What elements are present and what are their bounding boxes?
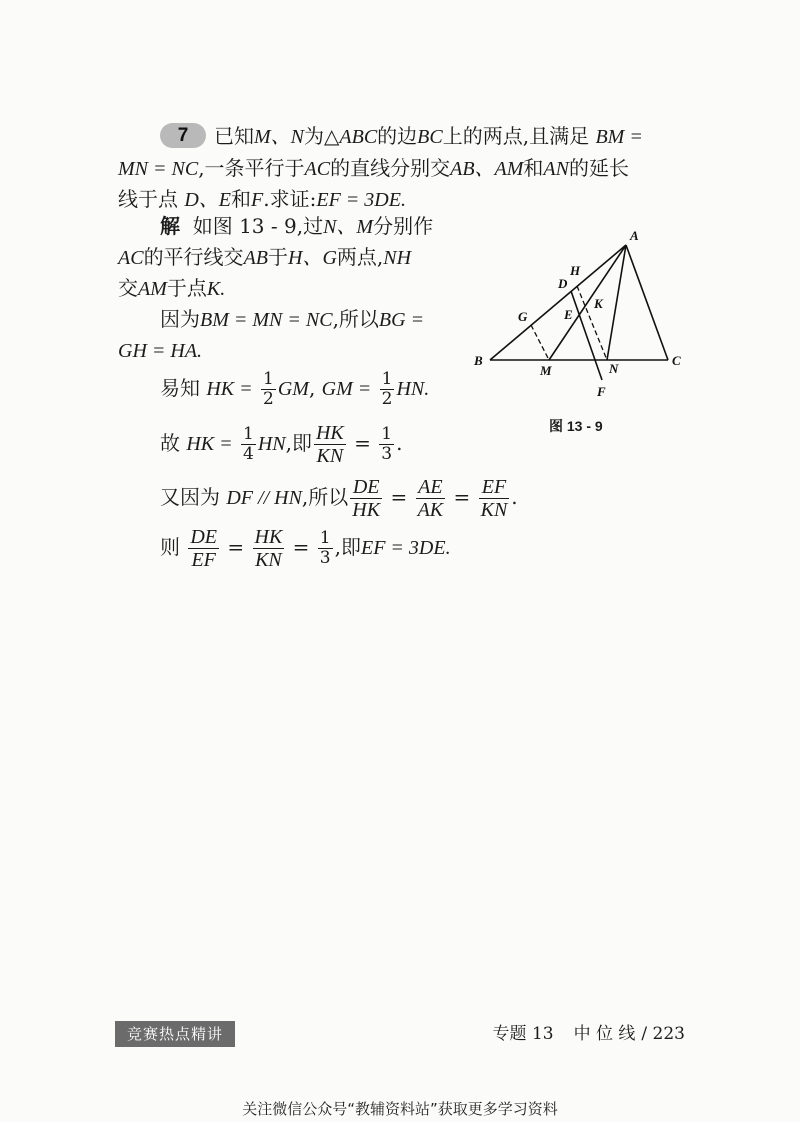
text: 的平行线交 <box>143 245 244 269</box>
text: 的边 <box>377 124 418 148</box>
label-A: A <box>630 228 639 243</box>
label-G: G <box>518 309 528 324</box>
segment-AC <box>626 245 668 360</box>
text: = <box>292 535 310 559</box>
text: AC <box>304 158 331 180</box>
label-C: C <box>672 353 681 368</box>
text: HN. <box>396 378 430 400</box>
watermark-text: 关注微信公众号“教辅资料站”获取更多学习资料 <box>242 1100 558 1118</box>
denominator: 2 <box>381 389 393 409</box>
text: 故 <box>160 431 180 455</box>
numerator: 1 <box>381 424 393 444</box>
text: 的直线分别交 <box>330 156 451 180</box>
denominator: KN <box>255 549 282 571</box>
text: 因为 <box>160 307 200 331</box>
label-D: D <box>558 276 568 291</box>
geometry-figure <box>468 222 688 412</box>
topic-title: 中 位 线 <box>573 1024 636 1044</box>
text: EF = 3DE. <box>360 537 451 559</box>
numerator: 1 <box>319 528 331 548</box>
text: 分别作 <box>373 214 434 238</box>
page-number: / 223 <box>641 1024 685 1044</box>
fraction <box>253 526 285 571</box>
text: 于点 <box>166 276 207 300</box>
fraction <box>479 476 510 521</box>
denominator: 3 <box>319 548 331 568</box>
text: HK = <box>206 378 253 400</box>
fraction <box>314 422 346 467</box>
text: = <box>227 535 245 559</box>
text: ,所以 <box>332 307 379 331</box>
topic-number: 专题 13 <box>492 1024 554 1044</box>
label-E: E <box>564 307 573 322</box>
text: 又因为 <box>160 485 220 509</box>
text: D、E <box>184 189 232 211</box>
segment-AN <box>607 245 626 360</box>
equation-3 <box>160 475 518 521</box>
text: 于 <box>268 245 288 269</box>
numerator: 1 <box>243 424 254 444</box>
text: EF = 3DE. <box>316 189 406 211</box>
numerator: HK <box>315 422 344 444</box>
equation-2 <box>160 421 402 467</box>
text: 的延长 <box>568 156 629 180</box>
text: GM = <box>321 378 372 400</box>
numerator: AE <box>416 476 446 499</box>
denominator: KN <box>480 499 508 521</box>
label-M: M <box>540 363 552 378</box>
fraction <box>380 370 395 409</box>
text: , <box>308 376 316 400</box>
text: . <box>396 431 403 455</box>
label-K: K <box>594 296 603 311</box>
text: AB、AM <box>450 158 524 180</box>
fraction <box>350 476 382 521</box>
text: HN <box>257 433 286 455</box>
solution-line-4 <box>160 304 424 335</box>
denominator: KN <box>316 445 344 467</box>
denominator: AK <box>417 499 444 521</box>
text: K. <box>206 278 226 300</box>
text: HK = <box>186 433 233 455</box>
segment-AM <box>549 245 626 360</box>
text: NH <box>383 247 412 269</box>
denominator: EF <box>191 549 216 571</box>
text: M、N <box>254 126 304 148</box>
running-footer <box>487 1021 685 1047</box>
text: 两点, <box>336 245 384 269</box>
text: DF // HN <box>226 487 302 509</box>
text: GH = HA. <box>118 340 203 362</box>
label-N: N <box>609 361 619 376</box>
text: BM = <box>595 126 643 148</box>
numerator: 1 <box>381 369 393 389</box>
denominator: 2 <box>263 389 274 409</box>
text: GM <box>277 378 309 400</box>
figure-caption: 图 13 - 9 <box>549 418 603 434</box>
text: AN <box>543 158 569 180</box>
text: 已知 <box>214 124 254 148</box>
text: ,所以 <box>301 485 349 509</box>
denominator: 3 <box>381 444 393 464</box>
numerator: DE <box>350 476 382 499</box>
text: ,即 <box>334 535 361 559</box>
text: .求证: <box>263 187 317 211</box>
text: 交 <box>118 276 138 300</box>
text: ABC <box>339 126 378 148</box>
text: . <box>511 485 518 509</box>
fraction <box>318 529 333 568</box>
text: 上的两点,且满足 <box>442 124 590 148</box>
fraction <box>261 370 276 409</box>
solution-line-1 <box>160 211 433 242</box>
problem-line-2 <box>118 153 629 184</box>
fraction <box>241 425 256 464</box>
segment-GM-dashed <box>531 325 549 360</box>
text: 如图 13 - 9,过 <box>192 214 324 238</box>
label-F: F <box>597 384 606 399</box>
text: 和 <box>523 156 544 180</box>
fraction <box>379 425 394 464</box>
text: = <box>354 431 371 455</box>
text: 为△ <box>304 124 340 148</box>
solution-label: 解 <box>160 214 180 238</box>
numerator: EF <box>479 476 510 499</box>
text: H、G <box>288 247 337 269</box>
solution-line-3 <box>118 273 225 304</box>
label-B: B <box>474 353 483 368</box>
equation-1 <box>160 366 429 411</box>
text: 易知 <box>160 376 200 400</box>
denominator: HK <box>352 499 381 521</box>
section-tag: 竞赛热点精讲 <box>115 1021 235 1047</box>
denominator: 4 <box>243 444 254 464</box>
text: 则 <box>160 535 180 559</box>
text: AB <box>243 247 268 269</box>
numerator: 1 <box>263 369 274 389</box>
problem-number-badge: 7 <box>160 123 206 148</box>
text: BM = MN = NC <box>200 309 333 331</box>
numerator: DE <box>190 526 218 548</box>
text: N、M <box>323 216 374 238</box>
fraction <box>188 526 219 571</box>
text: AM <box>138 278 167 300</box>
text: MN = NC <box>118 158 199 180</box>
text: = <box>453 485 471 509</box>
solution-line-2 <box>118 242 411 273</box>
text: BG = <box>378 309 425 331</box>
numerator: HK <box>254 526 283 548</box>
text: ,一条平行于 <box>198 156 305 180</box>
text: 和 <box>231 187 252 211</box>
text: F <box>251 189 264 211</box>
fraction <box>416 476 446 521</box>
solution-line-5 <box>118 335 202 366</box>
equation-4 <box>160 525 451 571</box>
text: AC <box>118 247 144 269</box>
text: ,即 <box>285 431 312 455</box>
text: BC <box>417 126 443 148</box>
problem-line-1 <box>160 121 643 152</box>
text: = <box>390 485 408 509</box>
text: 线于点 <box>118 187 178 211</box>
segment-BA <box>490 245 626 360</box>
label-H: H <box>570 263 581 278</box>
